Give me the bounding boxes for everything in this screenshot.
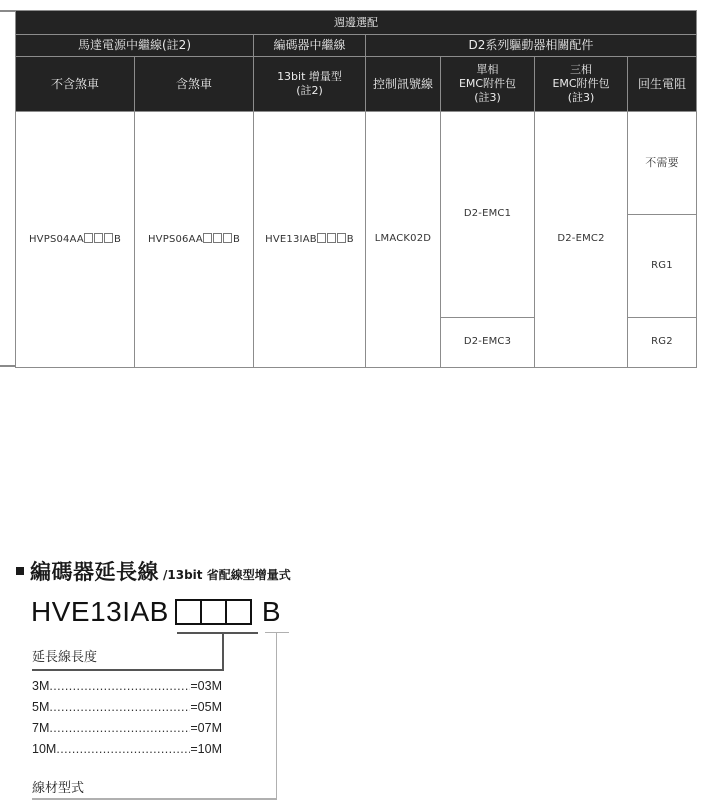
col-header-text: 控制訊號線 xyxy=(372,76,433,91)
code-box-icon xyxy=(227,599,252,625)
square-bullet-icon xyxy=(16,567,24,575)
peripheral-options-table xyxy=(15,10,697,368)
code-box-icon xyxy=(175,599,202,625)
option-value: =03M xyxy=(190,679,222,693)
col-header-note: (註3) xyxy=(567,90,595,104)
length-option xyxy=(32,676,222,697)
cell-motor-cable-brake xyxy=(135,112,254,368)
col-header-note: (註3) xyxy=(474,90,501,104)
length-underline xyxy=(177,632,258,634)
box-icon xyxy=(84,233,93,243)
length-options-list xyxy=(32,676,222,760)
length-label: 延長線長度 xyxy=(32,650,98,665)
cell-regen-not-required: 不需要 xyxy=(628,112,697,215)
part-suffix: B xyxy=(232,233,241,245)
leader-dots xyxy=(49,676,190,697)
option-value: =10M xyxy=(190,742,222,756)
wire-type-connector-vertical xyxy=(276,632,277,799)
box-icon xyxy=(203,233,212,243)
option-value: =07M xyxy=(190,721,222,735)
box-icon xyxy=(327,233,336,243)
col-header-note: (註2) xyxy=(296,84,323,97)
part-suffix: B xyxy=(346,233,354,245)
col-header-text: 三相 xyxy=(570,63,592,77)
col-header-regen-resistor xyxy=(628,57,697,112)
length-option xyxy=(32,697,222,718)
wire-type-underline xyxy=(265,632,289,633)
cell-control-cable: LMACK02D xyxy=(366,112,441,368)
placeholder-boxes xyxy=(84,234,114,245)
model-code xyxy=(31,596,281,628)
col-header-text: EMC附件包 xyxy=(458,77,517,91)
col-header-text: 不含煞車 xyxy=(50,76,99,91)
placeholder-boxes xyxy=(203,234,233,245)
col-header-text: 單相 xyxy=(476,63,499,77)
option-value: =05M xyxy=(190,700,222,714)
section-heading xyxy=(16,556,291,586)
col-header-single-phase-emc xyxy=(441,57,535,112)
cell-three-phase-emc: D2-EMC2 xyxy=(535,112,628,368)
cell-encoder-cable xyxy=(254,112,366,368)
box-icon xyxy=(223,233,232,243)
box-icon xyxy=(337,233,346,243)
cell-regen-rg2: RG2 xyxy=(628,318,697,368)
length-connector-horizontal xyxy=(32,669,224,671)
cell-regen-rg1: RG1 xyxy=(628,215,697,318)
leader-dots xyxy=(56,739,190,760)
leader-dots xyxy=(49,718,190,739)
group-header: 週邊選配 xyxy=(16,11,697,35)
col-header-text: EMC附件包 xyxy=(552,77,610,91)
part-prefix: HVPS04AA xyxy=(28,233,84,245)
box-icon xyxy=(317,233,326,243)
cell-motor-cable-no-brake xyxy=(16,112,135,368)
length-option xyxy=(32,739,222,760)
part-suffix: B xyxy=(113,233,122,245)
part-prefix: HVE13IAB xyxy=(265,233,317,245)
part-prefix: HVPS06AA xyxy=(147,233,203,245)
col-header-with-brake xyxy=(135,57,254,112)
option-key: 5M xyxy=(32,700,50,714)
placeholder-boxes xyxy=(317,234,347,245)
length-option xyxy=(32,718,222,739)
col-header-three-phase-emc xyxy=(535,57,628,112)
box-icon xyxy=(104,233,113,243)
section-title: 編碼器延長線 xyxy=(30,560,159,584)
col-header-no-brake xyxy=(16,57,135,112)
model-code-suffix: B xyxy=(261,596,282,627)
cell-single-phase-emc-3: D2-EMC3 xyxy=(441,318,535,368)
cell-single-phase-emc-1: D2-EMC1 xyxy=(441,112,535,318)
wire-type-label: 線材型式 xyxy=(32,781,85,796)
wire-type-connector-horizontal xyxy=(32,798,277,800)
model-code-prefix: HVE13IAB xyxy=(31,596,169,627)
leader-dots xyxy=(49,697,190,718)
subheader-motor-power-cable: 馬達電源中繼線(註2) xyxy=(16,35,254,57)
section-subtitle: /13bit 省配線型增量式 xyxy=(163,568,291,582)
col-header-control-signal-cable xyxy=(366,57,441,112)
code-box-icon xyxy=(202,599,227,625)
option-key: 7M xyxy=(32,721,50,735)
option-key: 10M xyxy=(32,742,57,756)
col-header-text: 回生電阻 xyxy=(637,76,686,91)
subheader-encoder-cable: 編碼器中繼線 xyxy=(254,35,366,57)
col-header-text: 含煞車 xyxy=(175,76,212,91)
box-icon xyxy=(94,233,103,243)
col-header-text: 13bit 增量型 xyxy=(277,70,342,84)
subheader-d2-accessories: D2系列驅動器相關配件 xyxy=(366,35,697,57)
option-key: 3M xyxy=(32,679,50,693)
col-header-13bit-incremental xyxy=(254,57,366,112)
box-icon xyxy=(213,233,222,243)
length-connector-vertical xyxy=(222,632,224,670)
